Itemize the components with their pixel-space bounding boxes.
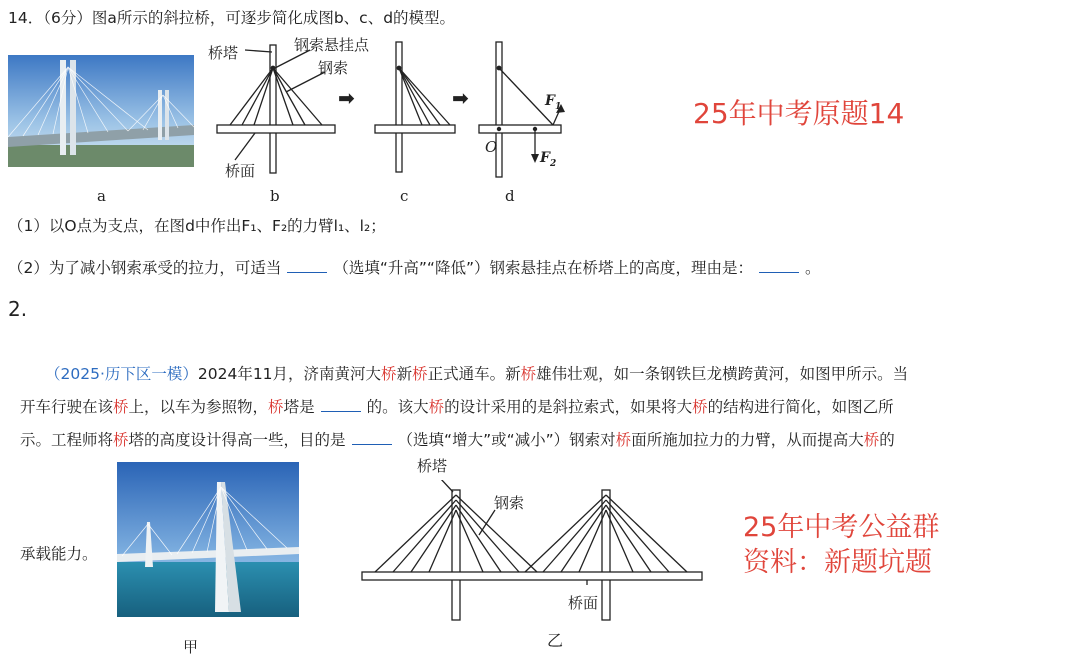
q14-header: 14．（6分）图a所示的斜拉桥，可逐步简化成图b、c、d的模型。: [8, 9, 456, 27]
fig-label-b: b: [270, 187, 280, 205]
fig-label-c: c: [400, 187, 409, 205]
q2-line3: 示。工程师将桥塔的高度设计得高一些，目的是 （选填“增大”或“减小”）钢索对桥面所施加拉力的力臂，从而提高大桥的: [20, 431, 895, 449]
answer-blank[interactable]: [759, 258, 799, 273]
answer-blank[interactable]: [287, 258, 327, 273]
answer-blank[interactable]: [321, 397, 361, 412]
label-yi-cable: 钢索: [494, 494, 525, 512]
label-F2: $F_2$: [540, 150, 557, 169]
bridge-photo-jia: [117, 462, 299, 617]
label-O: O: [485, 138, 498, 156]
q2-line2: 开车行驶在该桥上，以车为参照物，桥塔是 的。该大桥的设计采用的是斜拉索式，如果将大桥的结构进行简化，如图乙所: [20, 398, 894, 416]
watermark-2: 25年中考公益群: [743, 512, 940, 543]
fig-label-d: d: [505, 187, 515, 205]
q14-part2: （2）为了减小钢索承受的拉力，可适当 （选填“升高”“降低”）钢索悬挂点在桥塔上的高度，理由是： 。: [8, 259, 821, 277]
bridge-photo-a: [8, 55, 194, 167]
answer-blank[interactable]: [352, 430, 392, 445]
fig-label-a: a: [97, 187, 106, 205]
q14-part1: （1）以O点为支点，在图d中作出F₁、F₂的力臂l₁、l₂；: [8, 217, 386, 235]
label-yi-tower: 桥塔: [417, 457, 448, 475]
label-anchor: 钢索悬挂点: [294, 36, 370, 54]
diagram-c: [372, 30, 462, 180]
watermark-3: 资料：新题坑题: [743, 547, 932, 578]
fig-label-yi: 乙: [547, 631, 564, 650]
q2-line4: 承载能力。: [20, 545, 98, 563]
label-yi-deck: 桥面: [568, 594, 599, 612]
diagram-yi: [355, 480, 710, 630]
label-cable: 钢索: [318, 59, 349, 77]
label-tower: 桥塔: [208, 44, 239, 62]
q2-line1: （2025·历下区一模）2024年11月，济南黄河大桥新桥正式通车。新桥雄伟壮观，如一条钢铁巨龙横跨黄河，如图甲所示。当: [45, 365, 909, 383]
fig-label-jia: 甲: [183, 638, 199, 656]
label-F1: $F_1$: [545, 93, 562, 112]
diagram-d: [475, 30, 585, 180]
watermark-1: 25年中考原题14: [693, 97, 905, 130]
arrow-right-icon: ➡: [452, 86, 469, 110]
arrow-right-icon: ➡: [338, 86, 355, 110]
q2-number: 2.: [8, 297, 28, 321]
label-deck: 桥面: [225, 162, 256, 180]
